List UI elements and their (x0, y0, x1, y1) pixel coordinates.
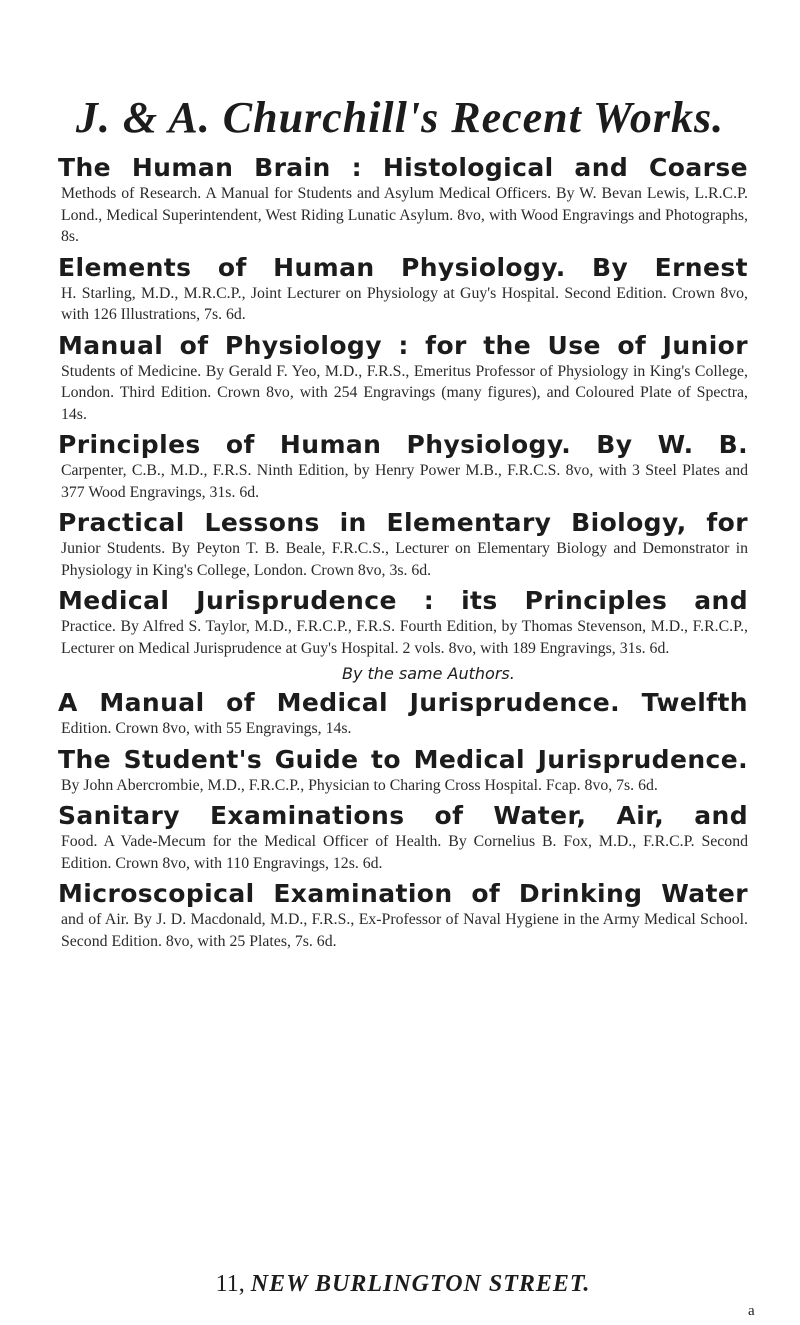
running-head: J. & A. Churchill's Recent Works. (75, 93, 725, 142)
book-description: Edition. Crown 8vo, with 55 Engravings, 14s. (61, 720, 352, 737)
book-entry (58, 585, 748, 659)
book-description: Food. A Vade-Mecum for the Medical Officer of Health. By Cornelius B. Fox, M.D., F.R.C.P. Second Edition. Crown 8vo, with 110 Engravings, 12s. 6d. (61, 833, 748, 872)
book-description: Junior Students. By Peyton T. B. Beale, F.R.C.S., Lecturer on Elementary Biology and Demonstrator in Physiology in King's College, London. Crown 8vo, 3s. 6d. (61, 540, 748, 579)
book-entry (58, 152, 748, 248)
book-description: Students of Medicine. By Gerald F. Yeo, M.D., F.R.S., Emeritus Professor of Physiology in King's College, London. Third Edition. Crown 8vo, with 254 Engravings (many figures), and Coloured Plate of Spectra, 14s. (61, 362, 748, 423)
book-title: Medical Jurisprudence : its Principles and (58, 586, 748, 615)
book-title: Practical Lessons in Elementary Biology, for (58, 508, 748, 537)
street-name: NEW BURLINGTON STREET. (250, 1271, 591, 1297)
book-entry (58, 330, 748, 426)
book-description: Methods of Research. A Manual for Students and Asylum Medical Officers. By W. Bevan Lewis, L.R.C.P. Lond., Medical Superintendent, West Riding Lunatic Asylum. 8vo, with Wood Engravings and Photographs, 8s. (61, 185, 748, 245)
book-entry (58, 507, 748, 581)
book-title: Microscopical Examination of Drinking Water (58, 879, 748, 908)
book-entry (58, 800, 748, 874)
publisher-address (58, 1271, 748, 1298)
book-description: By John Abercrombie, M.D., F.R.C.P., Physician to Charing Cross Hospital. Fcap. 8vo, 7s. 6d. (61, 776, 658, 794)
book-title: Elements of Human Physiology. By Ernest (58, 252, 748, 282)
book-title: Manual of Physiology : for the Use of Junior (58, 330, 748, 360)
book-description: Practice. By Alfred S. Taylor, M.D., F.R.C.P., F.R.S. Fourth Edition, by Thomas Stevenson, M.D., F.R.C.P., Lecturer on Medical Jurisprudence at Guy's Hospital. 2 vols. 8vo, with 189 Engravings, 31s. 6d. (61, 618, 748, 657)
book-entry (58, 878, 748, 952)
book-description: Carpenter, C.B., M.D., F.R.S. Ninth Edition, by Henry Power M.B., F.R.C.S. 8vo, with 3 Steel Plates and 377 Wood Engravings, 31s. 6d. (61, 462, 748, 501)
book-list (58, 152, 748, 956)
book-entry (58, 744, 748, 797)
book-description: and of Air. By J. D. Macdonald, M.D., F.R.S., Ex-Professor of Naval Hygiene in the Army Medical School. Second Edition. 8vo, with 25 Plates, 7s. 6d. (61, 911, 748, 950)
book-title: Principles of Human Physiology. By W. B. (58, 430, 748, 459)
signature-mark: a (748, 1303, 755, 1319)
book-entry (58, 429, 748, 503)
book-title: A Manual of Medical Jurisprudence. Twelfth (58, 688, 748, 717)
same-authors-note: By the same Authors. (342, 664, 515, 683)
book-entry (58, 687, 748, 740)
book-title: Sanitary Examinations of Water, Air, and (58, 801, 748, 830)
book-title: The Student's Guide to Medical Jurisprudence. (58, 744, 748, 774)
book-entry (58, 252, 748, 326)
street-number: 11, (215, 1271, 245, 1297)
book-description: H. Starling, M.D., M.R.C.P., Joint Lecturer on Physiology at Guy's Hospital. Second Edition. Crown 8vo, with 126 Illustrations, 7s. 6d. (61, 284, 748, 323)
book-title: The Human Brain : Histological and Coarse (58, 153, 748, 182)
